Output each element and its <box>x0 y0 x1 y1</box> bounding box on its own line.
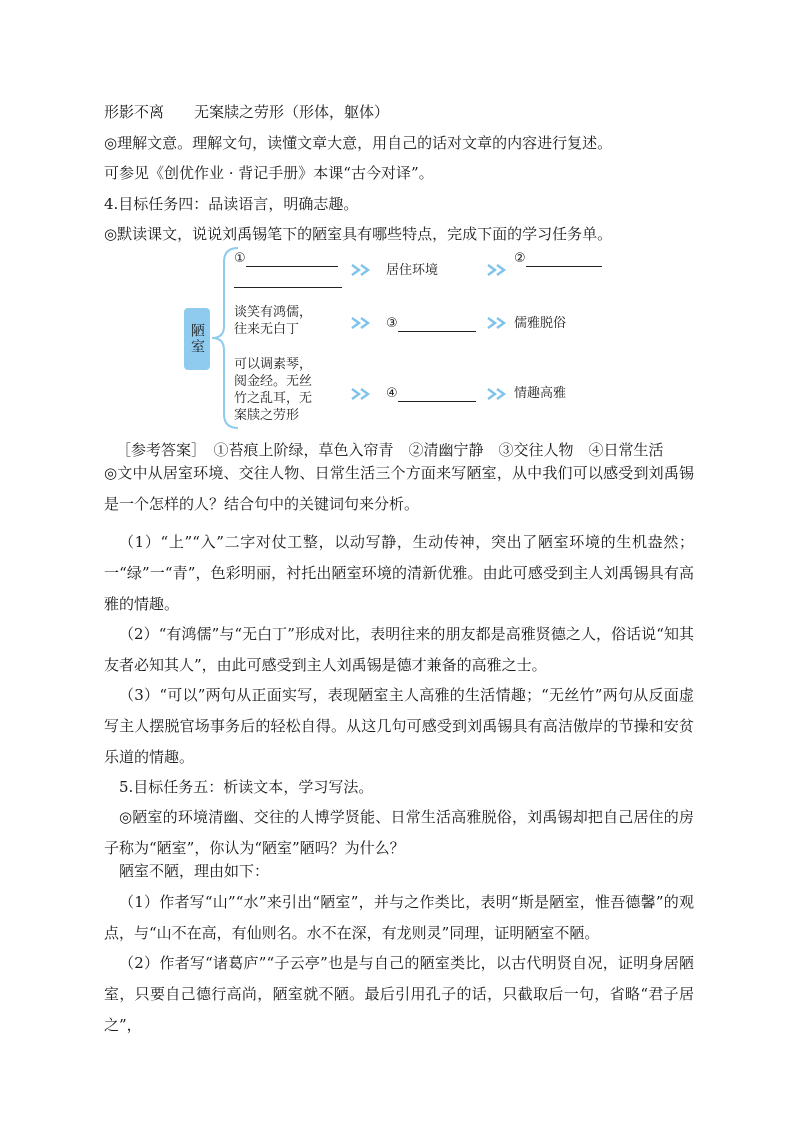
answer-blank <box>246 252 338 267</box>
text-line-3: 可参见《创优作业 · 背记手册》本课“古今对译”。 <box>104 164 434 182</box>
text-line-5: ◎默读课文，说说刘禹锡笔下的陋室具有哪些特点，完成下面的学习任务单。 <box>104 225 613 243</box>
task-four-heading: 4.目标任务四：品读语言，明确志趣。 <box>104 195 359 213</box>
row2-quote-text: 谈笑有鸿儒， 往来无白丁 <box>234 305 313 337</box>
chevron-arrow-icon <box>350 388 372 400</box>
row1-feature-label: 居住环境 <box>386 263 439 278</box>
task-five-heading: 5.目标任务五：析读文本，学习写法。 <box>119 778 374 796</box>
paragraph-question: ◎文中从居室环境、交往人物、日常生活三个方面来写陋室，从中我们可以感受到刘禹锡是一个怎样的人？结合句中的关键词句来分析。 <box>104 464 694 513</box>
row2-result-label: 儒雅脱俗 <box>514 316 567 331</box>
row3-result-label: 情趣高雅 <box>514 386 567 401</box>
paragraph-analysis-3: （3）“可以”两句从正面实写，表现陋室主人高雅的生活情趣；“无丝竹”两句从反面虚写主人摆脱官场事务后的轻松自得。从这几句可感受到刘禹锡具有高洁傲岸的节操和安贫乐道的情趣。 <box>104 686 694 766</box>
row3-blank-cell <box>386 385 476 402</box>
chevron-arrow-icon <box>486 264 508 276</box>
row1-result-marker: ② <box>514 251 526 266</box>
row2-blank-cell <box>386 315 476 332</box>
text-line-2: ◎理解文意。理解文句，读懂文章大意，用自己的话对文章的内容进行复述。 <box>104 134 613 152</box>
row3-marker: ④ <box>386 386 398 401</box>
answer-blank <box>398 317 476 332</box>
answer-blank <box>398 387 476 402</box>
paragraph-analysis-2: （2）“有鸿儒”与“无白丁”形成对比，表明往来的朋友都是高雅贤德之人，俗话说“知其友者必知其人”，由此可感受到主人刘禹锡是德才兼备的高雅之士。 <box>104 625 694 674</box>
row1-result-cell <box>514 250 602 267</box>
paragraph-conclusion: 陋室不陋，理由如下： <box>119 862 270 880</box>
chevron-arrow-icon <box>350 317 372 329</box>
study-task-diagram <box>180 246 640 430</box>
diagram-root-label: 陋室 <box>184 308 210 370</box>
chevron-arrow-icon <box>350 264 372 276</box>
row1-blank-cell <box>234 250 342 288</box>
row3-quote-text: 可以调素琴， 阅金经。无丝 竹之乱耳，无 案牍之劳形 <box>234 357 313 423</box>
chevron-arrow-icon <box>486 317 508 329</box>
reference-answer: ［参考答案］ ①苔痕上阶绿，草色入帘青 ②清幽宁静 ③交往人物 ④日常生活 <box>116 441 664 459</box>
paragraph-question-2: ◎陋室的环境清幽、交往的人博学贤能、日常生活高雅脱俗，刘禹锡却把自己居住的房子称为“陋室”，你认为“陋室”陋吗？为什么？ <box>104 808 694 857</box>
paragraph-reason-2: （2）作者写“诸葛庐”“子云亭”也是与自己的陋室类比，以古代明贤自况，证明身居陋室，只要自己德行高尚，陋室就不陋。最后引用孔子的话，只截取后一句，省略“君子居之”， <box>104 954 694 1034</box>
row2-marker: ③ <box>386 316 398 331</box>
answer-blank <box>234 273 342 288</box>
text-line-1: 形影不离 无案牍之劳形（形体，躯体） <box>104 103 390 121</box>
paragraph-reason-1: （1）作者写“山”“水”来引出“陋室”，并与之作类比，表明“斯是陋室，惟吾德馨”的观点，与“山不在高，有仙则名。水不在深，有龙则灵”同理，证明陋室不陋。 <box>104 893 694 942</box>
row1-marker: ① <box>234 251 246 266</box>
answer-blank <box>526 252 602 267</box>
paragraph-analysis-1: （1）“上”“入”二字对仗工整，以动写静，生动传神，突出了陋室环境的生机盎然；一“绿”一“青”，色彩明丽，衬托出陋室环境的清新优雅。由此可感受到主人刘禹锡具有高雅的情趣。 <box>104 533 694 613</box>
chevron-arrow-icon <box>486 388 508 400</box>
